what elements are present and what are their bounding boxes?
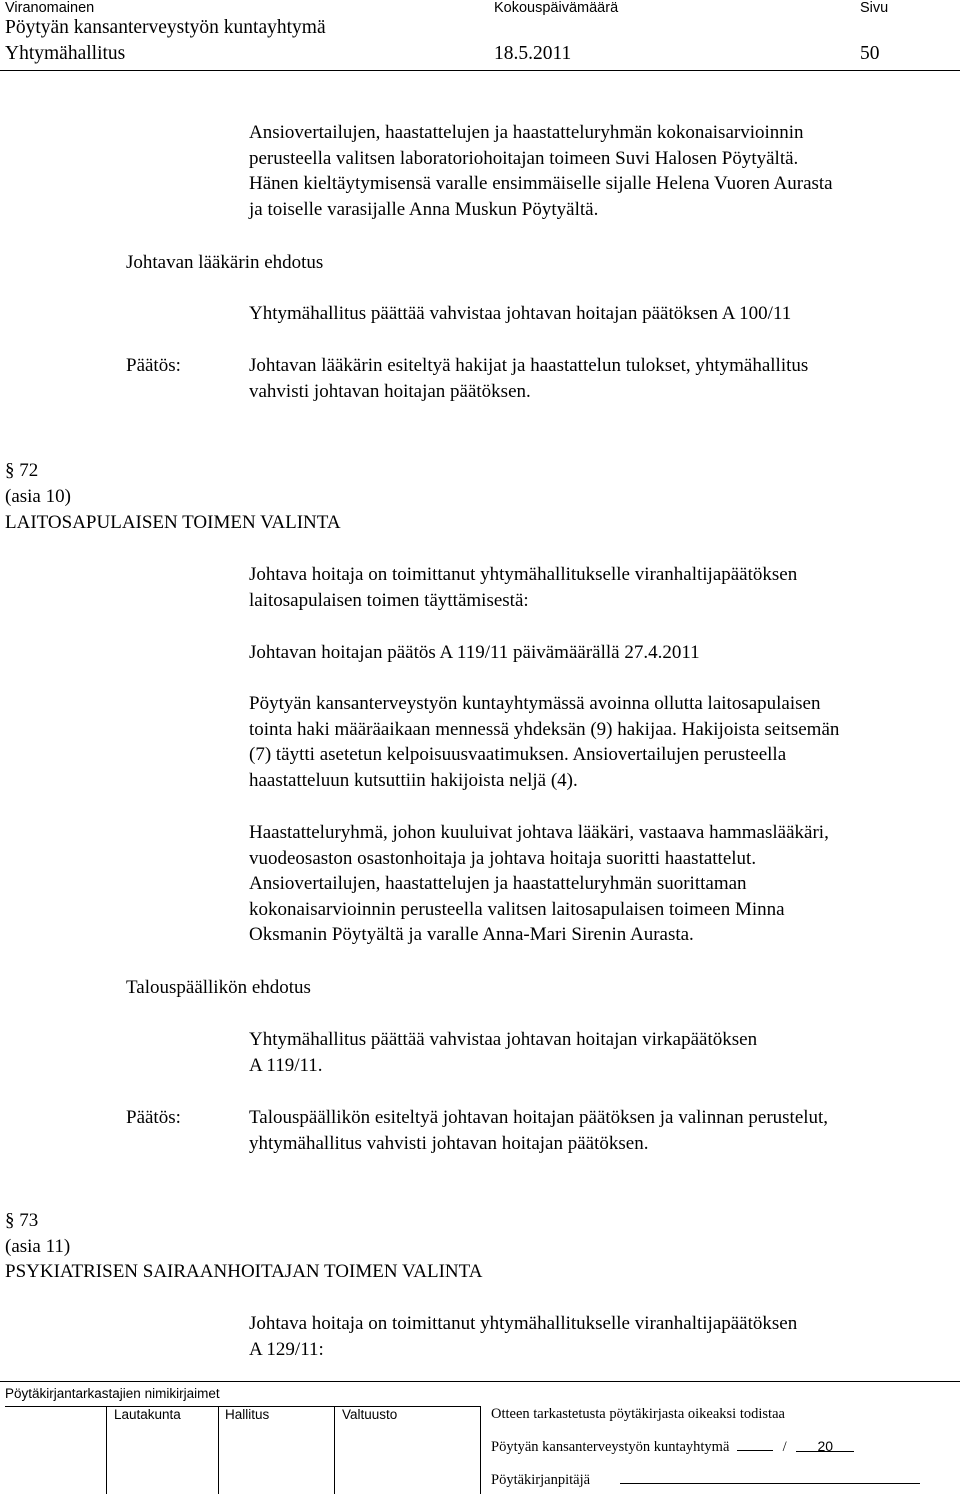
text-line: A 119/11. — [249, 1054, 323, 1076]
text-line: Haastatteluryhmä, johon kuuluivat johtava lääkäri, vastaava hammaslääkäri, — [249, 822, 829, 843]
footer-grid-line — [218, 1406, 219, 1494]
text-line: Johtavan lääkärin esiteltyä hakijat ja haastattelun tulokset, yhtymähallitus — [249, 355, 809, 376]
header-page-label: Sivu — [860, 0, 889, 16]
text-line: Ansiovertailujen, haastattelujen ja haastatteluryhmän suorittaman — [249, 873, 747, 895]
section-72-proposal-text — [249, 1027, 949, 1078]
footer-slash: / — [782, 1439, 787, 1455]
text-line: tointa haki määräaikaan mennessä yhdeksän (9) hakijaa. Hakijoista seitsemän — [249, 718, 840, 740]
footer-keeper: Pöytäkirjanpitäjä — [491, 1472, 591, 1488]
text-line: A 129/11: — [249, 1338, 324, 1360]
footer-grid-line — [480, 1406, 481, 1494]
text-line: Pöytyän kansanterveystyön kuntayhtymässä avoinna ollutta laitosapulaisen — [249, 693, 821, 714]
decision-text — [249, 353, 949, 404]
header-body: Yhtymähallitus — [5, 43, 126, 64]
footer-signature-line — [491, 1437, 854, 1456]
text-line: Talouspäällikön esiteltyä johtavan hoitajan päätöksen ja valinnan perustelut, — [249, 1107, 829, 1128]
footer-page-value — [796, 1438, 854, 1452]
text-line: Johtava hoitaja on toimittanut yhtymähallitukselle viranhaltijapäätöksen — [249, 1313, 798, 1334]
footer-initials-label: Pöytäkirjantarkastajien nimikirjaimet — [5, 1386, 220, 1401]
footer-col-hallitus: Hallitus — [225, 1407, 270, 1422]
section-73-case: (asia 11) — [5, 1236, 71, 1257]
text-line: ja toiselle varasijalle Anna Muskun Pöytyältä. — [249, 198, 599, 220]
footer-col-valtuusto: Valtuusto — [342, 1407, 398, 1422]
text-line: Oksmanin Pöytyältä ja varalle Anna-Mari Sirenin Aurasta. — [249, 924, 694, 946]
footer-page-value-text: 20 — [817, 1438, 834, 1454]
section-72-case: (asia 10) — [5, 486, 71, 507]
header-date: 18.5.2011 — [494, 43, 572, 64]
section-72-title: LAITOSAPULAISEN TOIMEN VALINTA — [5, 512, 341, 533]
text-line: haastatteluun kutsuttiin hakijoista neljä (4). — [249, 769, 578, 791]
text-line: Hänen kieltäytymisensä varalle ensimmäiselle sijalle Helena Vuoren Aurasta — [249, 173, 833, 195]
text-line: Johtava hoitaja on toimittanut yhtymähallitukselle viranhaltijapäätöksen — [249, 564, 798, 585]
text-line: kokonaisarvioinnin perusteella valitsen laitosapulaisen toimeen Minna — [249, 898, 785, 920]
footer-rule — [0, 1381, 960, 1382]
section-72-paragraph-2 — [249, 820, 949, 948]
footer-keeper-line — [491, 1470, 920, 1489]
header-date-label: Kokouspäivämäärä — [494, 0, 619, 16]
footer-certify: Otteen tarkastetusta pöytäkirjasta oikeaksi todistaa — [491, 1406, 785, 1422]
section-72-decision-text — [249, 1105, 949, 1156]
text-line: laitosapulaisen toimen täyttämisestä: — [249, 589, 529, 611]
section-72-number: § 72 — [5, 460, 39, 481]
footer-org: Pöytyän kansanterveystyön kuntayhtymä — [491, 1439, 730, 1455]
section-73-number: § 73 — [5, 1210, 39, 1231]
section-72-decision-ref: Johtavan hoitajan päätös A 119/11 päivämäärällä 27.4.2011 — [249, 642, 700, 663]
header-rule — [0, 70, 960, 71]
decision-label: Päätös: — [126, 355, 181, 376]
text-line: yhtymähallitus vahvisti johtavan hoitajan päätöksen. — [249, 1132, 649, 1154]
text-line: Yhtymähallitus päättää vahvistaa johtavan hoitajan virkapäätöksen — [249, 1029, 758, 1050]
footer-blank — [737, 1437, 773, 1451]
proposal-text: Yhtymähallitus päättää vahvistaa johtavan hoitajan päätöksen A 100/11 — [249, 303, 792, 324]
footer-keeper-blank — [620, 1470, 920, 1484]
section-72-intro — [249, 562, 949, 613]
section-73-intro — [249, 1311, 949, 1362]
top-paragraph — [249, 120, 949, 222]
footer-grid-line — [106, 1406, 107, 1494]
text-line: vuodeosaston osastonhoitaja ja johtava hoitaja suoritti haastattelut. — [249, 847, 757, 869]
footer-grid-line — [334, 1406, 335, 1494]
text-line: perusteella valitsen laboratoriohoitajan toimeen Suvi Halosen Pöytyältä. — [249, 147, 799, 169]
header-org-type: Viranomainen — [5, 0, 95, 16]
section-72-proposal-label: Talouspäällikön ehdotus — [126, 977, 311, 998]
section-72-paragraph-1 — [249, 691, 949, 793]
section-72-decision-label: Päätös: — [126, 1107, 181, 1128]
footer-col-lautakunta: Lautakunta — [114, 1407, 181, 1422]
header-page-number: 50 — [860, 43, 880, 64]
footer-grid-line — [5, 1406, 481, 1407]
text-line: vahvisti johtavan hoitajan päätöksen. — [249, 380, 531, 402]
header-organization: Pöytyän kansanterveystyön kuntayhtymä — [5, 17, 326, 38]
section-73-title: PSYKIATRISEN SAIRAANHOITAJAN TOIMEN VALINTA — [5, 1261, 483, 1282]
text-line: (7) täytti asetetun kelpoisuusvaatimuksen. Ansiovertailujen perusteella — [249, 744, 787, 766]
text-line: Ansiovertailujen, haastattelujen ja haastatteluryhmän kokonaisarvioinnin — [249, 122, 804, 143]
proposal-label: Johtavan lääkärin ehdotus — [126, 252, 324, 273]
